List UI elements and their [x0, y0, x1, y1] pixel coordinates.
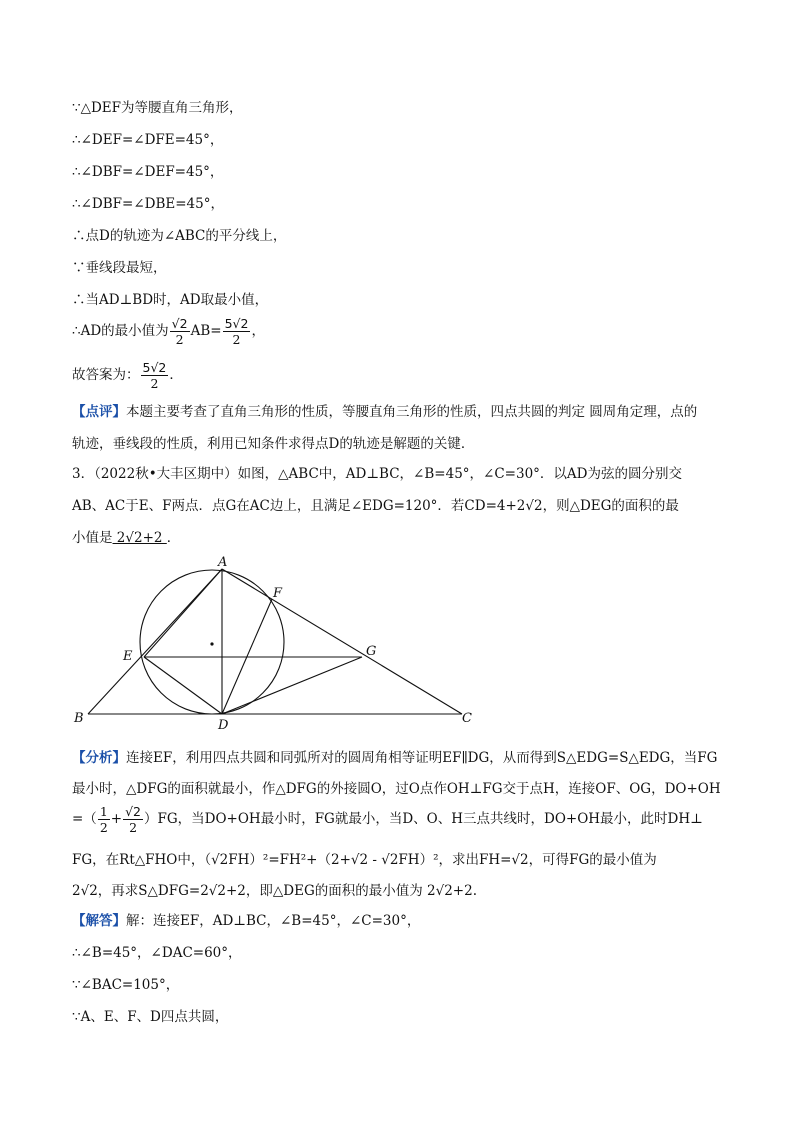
fraction-denominator: 2 — [99, 820, 108, 835]
label-A: A — [218, 555, 228, 570]
geometry-figure — [70, 555, 490, 730]
fraction-numerator: √2 — [171, 316, 188, 331]
text: + — [110, 811, 123, 827]
solution-tag: 【解答】 — [72, 913, 126, 929]
text-line: ∴当AD⊥BD时，AD取最小值， — [72, 292, 269, 308]
label-F: F — [273, 586, 283, 601]
text: 解：连接EF，AD⊥BC，∠B=45°，∠C=30°， — [126, 913, 421, 929]
fraction-denominator: 2 — [150, 376, 159, 391]
segment-AE — [144, 569, 222, 657]
analysis-line: FG，在Rt△FHO中，（√2FH）²=FH²+（2+√2 - √2FH）²，求出FH=√2，可得FG的最小值为 — [72, 852, 657, 868]
text: ）FG，当DO+OH最小时，FG就最小，当D、O、H三点共线时，DO+OH最小，此时DH⊥ — [144, 811, 703, 827]
fraction — [141, 360, 169, 391]
fraction — [123, 804, 143, 835]
text: 故答案为： — [72, 367, 140, 383]
fraction-numerator: 1 — [99, 804, 108, 819]
text-line: ∵垂线段最短， — [72, 260, 167, 276]
solution-line: ∵A、E、F、D四点共圆， — [72, 1009, 229, 1025]
text-line: ∴点D的轨迹为∠ABC的平分线上， — [72, 228, 287, 244]
fraction — [223, 316, 251, 347]
label-G: G — [366, 644, 377, 659]
text: ， — [251, 323, 265, 339]
comment-tag: 【点评】 — [72, 404, 126, 420]
question-line — [72, 528, 180, 548]
analysis-line — [72, 748, 717, 768]
text: =（ — [72, 811, 97, 827]
fraction-denominator: 2 — [129, 820, 138, 835]
label-B: B — [74, 711, 84, 726]
label-D: D — [218, 718, 229, 730]
text: ∴AD的最小值为 — [72, 323, 169, 339]
text: AB= — [190, 323, 222, 339]
segment-AC — [222, 569, 462, 714]
fraction-numerator: 5√2 — [224, 316, 249, 331]
text-line: ∴∠DBF=∠DEF=45°， — [72, 164, 224, 180]
fraction-numerator: 5√2 — [142, 360, 167, 375]
text: 连接EF，利用四点共圆和同弧所对的圆周角相等证明EF∥DG，从而得到S△EDG=S△EDG，当FG — [126, 750, 718, 766]
comment-line — [72, 402, 697, 422]
text-line-min-ad — [72, 312, 265, 350]
fraction-numerator: √2 — [125, 804, 141, 819]
label-C: C — [462, 711, 472, 726]
fraction-denominator: 2 — [232, 332, 241, 347]
segment-AB — [88, 569, 222, 714]
circle-through-A-D — [140, 570, 284, 714]
analysis-line — [72, 800, 703, 838]
analysis-line: 最小时，△DFG的面积就最小，作△DFG的外接圆O，过O点作OH⊥FG交于点H，连接OF、OG，DO+OH — [72, 781, 721, 797]
text-line: ∴∠DEF=∠DFE=45°， — [72, 132, 224, 148]
analysis-line: 2√2，再求S△DFG=2√2+2，即△DEG的面积的最小值为 2√2+2. — [72, 883, 477, 899]
solution-line — [72, 911, 420, 931]
text: 本题主要考查了直角三角形的性质，等腰直角三角形的性质，四点共圆的判定 圆周角定理，点的 — [126, 404, 698, 420]
text: ． — [166, 530, 181, 546]
solution-line: ∴∠B=45°，∠DAC=60°， — [72, 945, 242, 961]
circle-center-dot — [210, 642, 213, 645]
text-line-answer — [72, 356, 183, 394]
fraction-denominator: 2 — [175, 332, 184, 347]
fraction — [98, 804, 110, 835]
text: 小值是 — [72, 530, 113, 546]
solution-line: ∵∠BAC=105°， — [72, 977, 180, 993]
text-line: ∵△DEF为等腰直角三角形， — [72, 100, 243, 116]
question-line: AB、AC于E、F两点．点G在AC边上，且满足∠EDG=120°．若CD=4+2√2，则△DEG的面积的最 — [72, 498, 679, 514]
label-E: E — [123, 649, 133, 664]
analysis-tag: 【分析】 — [72, 750, 126, 766]
answer-blank: 2√2+2 — [112, 530, 167, 546]
segment-ED — [144, 657, 222, 714]
question-line: 3．（2022秋•大丰区期中）如图，△ABC中，AD⊥BC，∠B=45°，∠C=30°．以AD为弦的圆分别交 — [72, 466, 682, 482]
comment-line: 轨迹，垂线段的性质，利用已知条件求得点D的轨迹是解题的关键． — [72, 436, 475, 452]
fraction — [170, 316, 190, 347]
text: ． — [169, 367, 183, 383]
text-line: ∴∠DBF=∠DBE=45°， — [72, 196, 224, 212]
